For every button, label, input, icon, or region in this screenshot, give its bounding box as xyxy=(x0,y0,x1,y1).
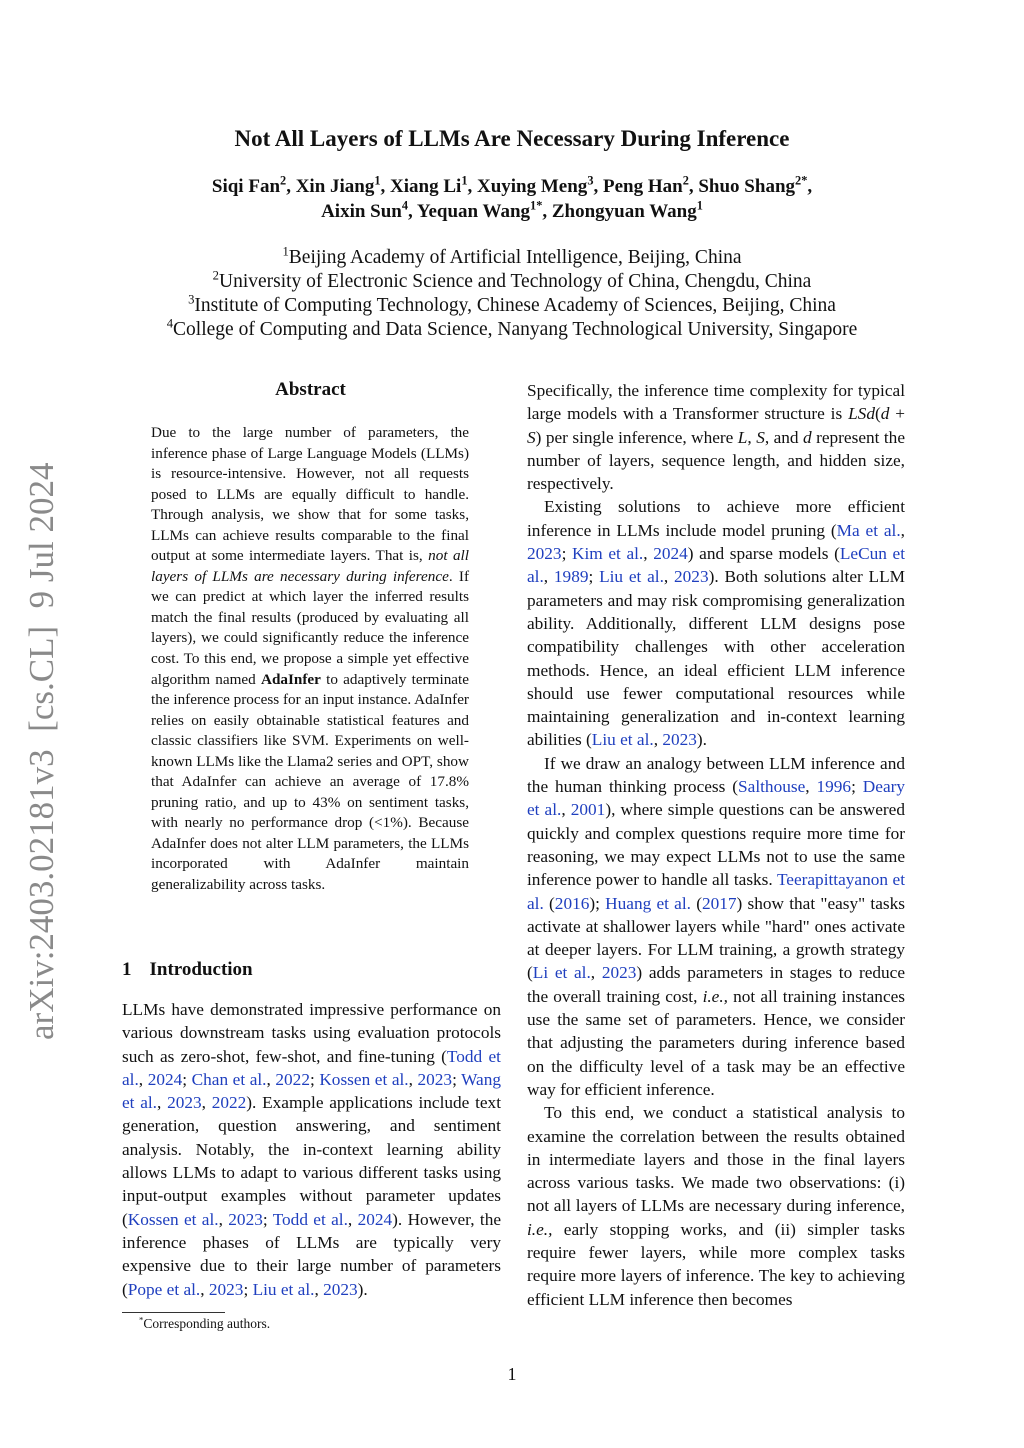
author-name: Peng Han xyxy=(602,176,683,197)
citation-link[interactable]: 2022 xyxy=(275,1069,310,1089)
citation-link[interactable]: 2024 xyxy=(147,1069,183,1089)
citation-link[interactable]: Huang et al. xyxy=(605,893,691,913)
text-span: If we draw an analogy between LLM inference and the human thinking process ( xyxy=(527,753,905,797)
paragraph xyxy=(527,495,905,751)
text-span: , xyxy=(805,777,817,797)
author-affiliation-mark: 2* xyxy=(795,173,808,188)
affiliation-text: University of Electronic Science and Technology of China, Chengdu, China xyxy=(218,271,812,292)
italic-text: S xyxy=(527,427,536,447)
affiliation-mark: 2 xyxy=(212,268,219,283)
citation-link[interactable]: Liu et al. xyxy=(591,730,654,750)
text-span: ). xyxy=(696,730,707,750)
paragraph xyxy=(122,998,501,1301)
citation-link[interactable]: Liu et al. xyxy=(252,1279,315,1299)
text-span: ; xyxy=(452,1069,462,1089)
affiliation-mark: 3 xyxy=(188,292,195,307)
citation-link[interactable]: 2023 xyxy=(662,730,697,750)
section-heading xyxy=(122,959,271,981)
footnote-rule xyxy=(122,1312,225,1313)
citation-link[interactable]: 2023 xyxy=(417,1069,453,1089)
affiliation-mark: 1 xyxy=(282,244,289,259)
text-span: ( xyxy=(874,404,881,424)
text-span: , xyxy=(138,1069,148,1089)
citation-link[interactable]: Kossen et al. xyxy=(319,1069,409,1089)
text-span: ; xyxy=(851,777,863,797)
affiliation xyxy=(0,318,1024,342)
citation-link[interactable]: 2023 xyxy=(527,544,562,564)
citation-link[interactable]: Todd et al. xyxy=(122,1046,501,1089)
intro-left-column xyxy=(122,998,501,1301)
text-span: ) adds parameters in stages to reduce the overall training cost, xyxy=(527,963,905,1006)
citation-link[interactable]: Teerapittayanon et al. xyxy=(527,870,905,913)
author-affiliation-mark: 4 xyxy=(401,198,409,213)
text-span: ( xyxy=(543,893,555,913)
text-span: , xyxy=(643,544,654,564)
citation-link[interactable]: Li et al. xyxy=(532,963,591,983)
citation-link[interactable]: 2016 xyxy=(554,893,590,913)
italic-text: d xyxy=(880,404,890,424)
italic-text: S xyxy=(756,427,765,447)
text-span: ) per single inference, where xyxy=(535,427,738,447)
affiliation xyxy=(0,246,1024,270)
citation-link[interactable]: 2024 xyxy=(653,544,688,564)
text-span: , xyxy=(201,1093,212,1113)
author-affiliation-mark: 3 xyxy=(587,173,594,188)
text-span: ; xyxy=(182,1069,192,1089)
author-name: Siqi Fan xyxy=(211,176,281,197)
section-number: 1 xyxy=(122,959,132,980)
abstract-body xyxy=(151,423,469,896)
citation-link[interactable]: 2023 xyxy=(228,1209,263,1229)
text-span: , xyxy=(314,1279,324,1299)
text-span: , xyxy=(157,1093,168,1113)
text-span: to adaptively terminate the inference process for an input instance. AdaInfer relies on easily obtainable statistical features and classic classifiers like SVM. Experiments on well-known LLMs like the Llama2 series and OPT, show that AdaInfer can achieve an average of 17.8% pruning ratio, and up to 43% on sentiment tasks, with nearly no performance drop (<1%). Because AdaInfer does not alter LLM parameters, the LLMs incorporated with AdaInfer maintain generalizability across tasks. xyxy=(151,670,469,894)
italic-text: L xyxy=(737,427,748,447)
citation-link[interactable]: 2024 xyxy=(357,1209,393,1229)
italic-text: i.e., xyxy=(702,986,728,1006)
section-title: Introduction xyxy=(149,959,253,980)
text-span: , xyxy=(200,1279,209,1299)
citation-link[interactable]: 2023 xyxy=(167,1093,202,1113)
author-affiliation-mark: 1 xyxy=(696,198,703,213)
citation-link[interactable]: Kim et al. xyxy=(572,544,644,564)
author-affiliation-mark: 2 xyxy=(682,173,689,188)
citation-link[interactable]: Pope et al. xyxy=(127,1279,201,1299)
text-span: ) and sparse models ( xyxy=(687,544,840,564)
text-span: early stopping works, and (ii) simpler tasks require fewer layers, while more complex tasks require more layers of inference. The key to achieving efficient LLM inference then becomes xyxy=(527,1219,905,1309)
text-span: , xyxy=(561,800,571,820)
text-span: not all training instances use the same set of parameters. Hence, we consider that adjusting the parameters during inference based on the difficulty level of a task may be an effective way for efficient inference. xyxy=(527,986,906,1099)
citation-link[interactable]: LeCun et al. xyxy=(527,544,905,587)
text-span: , xyxy=(653,730,663,750)
affiliation-mark: 4 xyxy=(166,316,174,331)
page-number: 1 xyxy=(507,1364,517,1384)
citation-link[interactable]: 2022 xyxy=(211,1093,247,1113)
citation-link[interactable]: Liu et al. xyxy=(599,567,664,587)
paragraph xyxy=(151,423,469,896)
citation-link[interactable]: 2023 xyxy=(601,963,637,983)
citation-link[interactable]: Todd et al. xyxy=(272,1209,348,1229)
citation-link[interactable]: 2017 xyxy=(701,893,737,913)
affiliation-text: College of Computing and Data Science, Nanyang Technological University, Singapore xyxy=(173,319,858,340)
text-span: . If we can predict at which layer the inferred results match the final results (produced by evaluating all layers), we could significantly reduce the inference cost. To this end, we propose a simple yet effective algorithm named xyxy=(151,567,469,688)
text-span: ). Example applications include text generation, question answering, and sentiment analysis. Notably, the in-context learning ability allows LLMs to adapt to various different tasks using input-output examples without parameter updates ( xyxy=(122,1093,502,1229)
author-affiliation-mark: 1 xyxy=(374,173,381,188)
text-span: ), where simple questions can be answered quickly and complex questions require more time for reasoning, we may expect LLMs not to use the same inference power to handle all tasks. xyxy=(527,800,905,890)
text-span: ; xyxy=(309,1069,320,1089)
affiliations xyxy=(0,246,1024,342)
italic-text: not all layers of LLMs are necessary during inference xyxy=(151,547,469,585)
text-span: Specifically, the inference time complexity for typical large models with a Transformer structure is xyxy=(527,381,905,424)
author-name: Xiang Li xyxy=(390,176,462,197)
text-span: ; xyxy=(561,544,572,564)
citation-link[interactable]: 2023 xyxy=(674,567,709,587)
citation-link[interactable]: 2001 xyxy=(570,800,606,820)
affiliation xyxy=(0,294,1024,318)
author-name: Xuying Meng xyxy=(476,176,588,197)
paragraph xyxy=(527,379,905,495)
text-span: ); xyxy=(589,893,606,913)
footnote: *Corresponding authors. xyxy=(139,1314,271,1331)
citation-link[interactable]: Ma et al. xyxy=(836,520,901,540)
citation-link[interactable]: 2023 xyxy=(323,1279,358,1299)
paper-title: Not All Layers of LLMs Are Necessary During Inference xyxy=(234,126,790,151)
citation-link[interactable]: Chan et al. xyxy=(191,1069,267,1089)
text-span: ; xyxy=(262,1209,273,1229)
author-name: Xin Jiang xyxy=(295,176,375,197)
author-affiliation-mark: 1* xyxy=(530,198,543,213)
italic-text: i.e., xyxy=(527,1219,553,1239)
text-span: ; xyxy=(588,567,600,587)
text-span: To this end, we conduct a statistical analysis to examine the correlation between the results obtained in intermediate layers and those in the final layers across various tasks. We made two observations: (i) not all layers of LLMs are necessary during inference, xyxy=(527,1103,905,1216)
text-span: represent the number of layers, sequence length, and hidden size, respectively. xyxy=(527,427,905,494)
text-span: Due to the large number of parameters, the inference phase of Large Language Models (LLMs) is resource-intensive. However, not all requests posed to LLMs are equally difficult to handle. Through analysis, we show that for some tasks, LLMs can achieve results comparable to the final output at some intermediate layers. That is, xyxy=(151,424,469,565)
text-span: ; xyxy=(243,1279,253,1299)
text-span: + xyxy=(889,404,905,424)
author-affiliation-mark: 1 xyxy=(461,173,468,188)
arxiv-identifier: arXiv:2403.02181v3 [cs.CL] 9 Jul 2024 xyxy=(22,462,61,1040)
bold-text: AdaInfer xyxy=(261,670,321,688)
author-affiliation-mark: 2 xyxy=(280,173,287,188)
text-span: ( xyxy=(690,893,702,913)
right-column xyxy=(527,379,905,1311)
text-span: , xyxy=(347,1209,358,1229)
text-span: LLMs have demonstrated impressive performance on various downstream tasks using evaluation protocols such as zero-shot, few-shot, and fine-tuning ( xyxy=(122,1000,501,1066)
author-name: Aixin Sun xyxy=(321,201,402,222)
text-span: ). xyxy=(357,1279,368,1299)
paragraph xyxy=(527,752,905,1101)
text-span: , xyxy=(663,567,675,587)
citation-link[interactable]: 1996 xyxy=(816,777,852,797)
paragraph xyxy=(527,1101,905,1311)
text-span: , xyxy=(747,427,757,447)
text-span: , xyxy=(218,1209,229,1229)
citation-link[interactable]: Wang et al. xyxy=(122,1069,502,1113)
text-span: ). However, the inference phases of LLMs are typically very expensive due to their large number of parameters ( xyxy=(122,1209,502,1299)
affiliation-text: Institute of Computing Technology, Chinese Academy of Sciences, Beijing, China xyxy=(194,295,836,316)
text-span: ) show that "easy" tasks activate at shallower layers while "hard" ones activate at deeper layers. For LLM training, a growth strategy ( xyxy=(527,893,905,983)
italic-text: LSd xyxy=(848,404,875,424)
citation-link[interactable]: Deary et al. xyxy=(527,777,906,820)
italic-text: d xyxy=(803,427,812,447)
text-span: , xyxy=(543,567,554,587)
text-span: , xyxy=(266,1069,276,1089)
citation-link[interactable]: 1989 xyxy=(553,567,589,587)
authors: Siqi Fan$^2$, Xin Jiang$^1$, Xiang Li$^1$, Xuying Meng$^3$, Peng Han$^2$, Shuo Shang$^{2*}$, Aixin Sun$^4$, Yequan Wang$^{1*}$, Zhongyuan Wang$^1$ xyxy=(211,173,813,222)
citation-link[interactable]: Kossen et al. xyxy=(127,1209,219,1229)
text-span: ). Both solutions alter LLM parameters and may risk compromising generalization ability. Additionally, different LLM designs pose compatibility challenges with other acceleration methods. Hence, an ideal efficient LLM inference should use fewer computational resources while maintaining generalization and in-context learning abilities ( xyxy=(527,567,906,750)
author-name: Zhongyuan Wang xyxy=(551,201,697,222)
abstract-heading: Abstract xyxy=(275,379,346,400)
text-span: , and xyxy=(764,427,804,447)
citation-link[interactable]: 2023 xyxy=(208,1279,244,1299)
text-span: , xyxy=(900,520,905,540)
text-span: Existing solutions to achieve more efficient inference in LLMs include model pruning ( xyxy=(527,497,905,540)
author-name: Yequan Wang xyxy=(416,201,531,222)
text-span: , xyxy=(590,963,602,983)
citation-link[interactable]: Salthouse xyxy=(738,777,806,797)
text-span: , xyxy=(408,1069,418,1089)
affiliation-text: Beijing Academy of Artificial Intelligence, Beijing, China xyxy=(288,247,742,268)
author-name: Shuo Shang xyxy=(698,176,796,197)
affiliation xyxy=(0,270,1024,294)
